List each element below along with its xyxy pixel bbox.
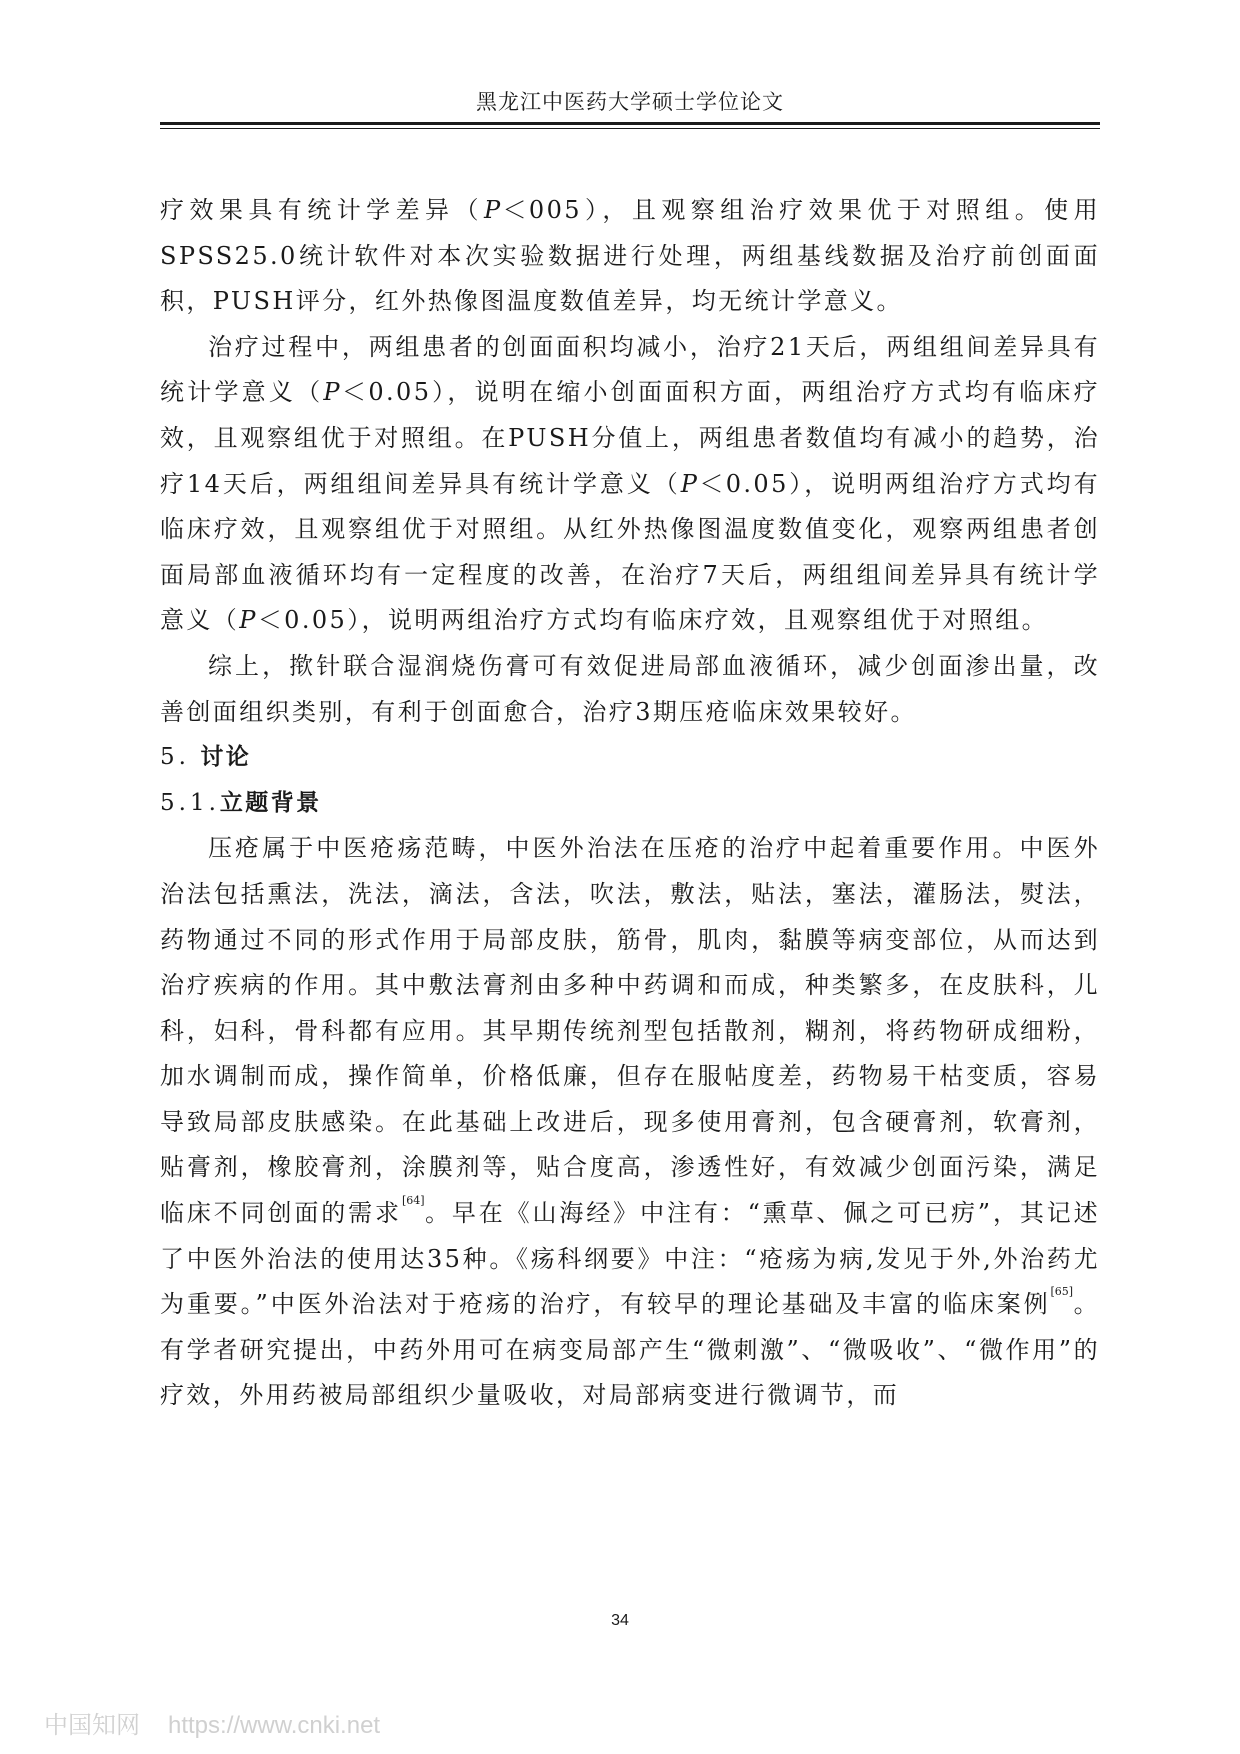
watermark-url: https://www.cnki.net xyxy=(168,1712,381,1739)
paragraph-3: 综上，揿针联合湿润烧伤膏可有效促进局部血液循环，减少创面渗出量，改善创面组织类别，有利于创面愈合，治疗3期压疮临床效果较好。 xyxy=(160,651,1100,726)
watermark-brand: 中国知网 xyxy=(44,1711,140,1739)
p-value-symbol: P xyxy=(323,378,342,407)
body-text xyxy=(160,188,1100,1419)
page-header xyxy=(160,84,1100,130)
paragraph-1: 疗效果具有统计学差异（P＜005），且观察组治疗效果优于对照组。使用SPSS25.0统计软件对本次实验数据进行处理，两组基线数据及治疗前创面面积，PUSH评分，红外热像图温度数值差异，均无统计学意义。 xyxy=(160,196,1101,316)
cnki-watermark xyxy=(44,1705,380,1740)
citation-64[interactable]: [64] xyxy=(401,1194,425,1208)
citation-65[interactable]: [65] xyxy=(1050,1285,1074,1299)
section-heading-5: 5. 讨论 xyxy=(160,744,252,771)
header-rule-thick xyxy=(160,122,1100,125)
paragraph-2: 治疗过程中，两组患者的创面面积均减小，治疗21天后，两组组间差异具有统计学意义（P＜0.05），说明在缩小创面面积方面，两组治疗方式均有临床疗效，且观察组优于对照组。在PUSH分值上，两组患者数值均有减小的趋势，治疗14天后，两组组间差异具有统计学意义（P＜0.05），说明两组治疗方式均有临床疗效，且观察组优于对照组。从红外热像图温度数值变化，观察两组患者创面局部血液循环均有一定程度的改善，在治疗7天后，两组组间差异具有统计学意义（P＜0.05），说明两组治疗方式均有临床疗效，且观察组优于对照组。 xyxy=(160,332,1100,635)
section-heading-5-1: 5.1.立题背景 xyxy=(160,789,322,816)
header-rule-thin xyxy=(160,128,1100,129)
p-value-symbol: P xyxy=(239,606,258,635)
header-title: 黑龙江中医药大学硕士学位论文 xyxy=(476,90,784,114)
p-value-symbol: P xyxy=(483,196,503,224)
page-number: 34 xyxy=(611,1612,629,1629)
paragraph-4: 压疮属于中医疮疡范畴，中医外治法在压疮的治疗中起着重要作用。中医外治法包括熏法，洗法，滴法，含法，吹法，敷法，贴法，塞法，灌肠法，熨法，药物通过不同的形式作用于局部皮肤，筋骨，肌肉，黏膜等病变部位，从而达到治疗疾病的作用。其中敷法膏剂由多种中药调和而成，种类繁多，在皮肤科，儿科，妇科，骨科都有应用。其早期传统剂型包括散剂，糊剂，将药物研成细粉，加水调制而成，操作简单，价格低廉，但存在服帖度差，药物易干枯变质，容易导致局部皮肤感染。在此基础上改进后，现多使用膏剂，包含硬膏剂，软膏剂，贴膏剂，橡胶膏剂，涂膜剂等，贴合度高，渗透性好，有效减少创面污染，满足临床不同创面的需求[64]。早在《山海经》中注有：“熏草、佩之可已疠”，其记述了中医外治法的使用达35种。《疡科纲要》中注：“疮疡为病,发见于外,外治药尤为重要。”中医外治法对于疮疡的治疗，有较早的理论基础及丰富的临床案例[65]。有学者研究提出，中药外用可在病变局部产生“微刺激”、“微吸收”、“微作用”的疗效，外用药被局部组织少量吸收，对局部病变进行微调节，而 xyxy=(160,834,1100,1410)
p-value-symbol: P xyxy=(680,469,700,498)
